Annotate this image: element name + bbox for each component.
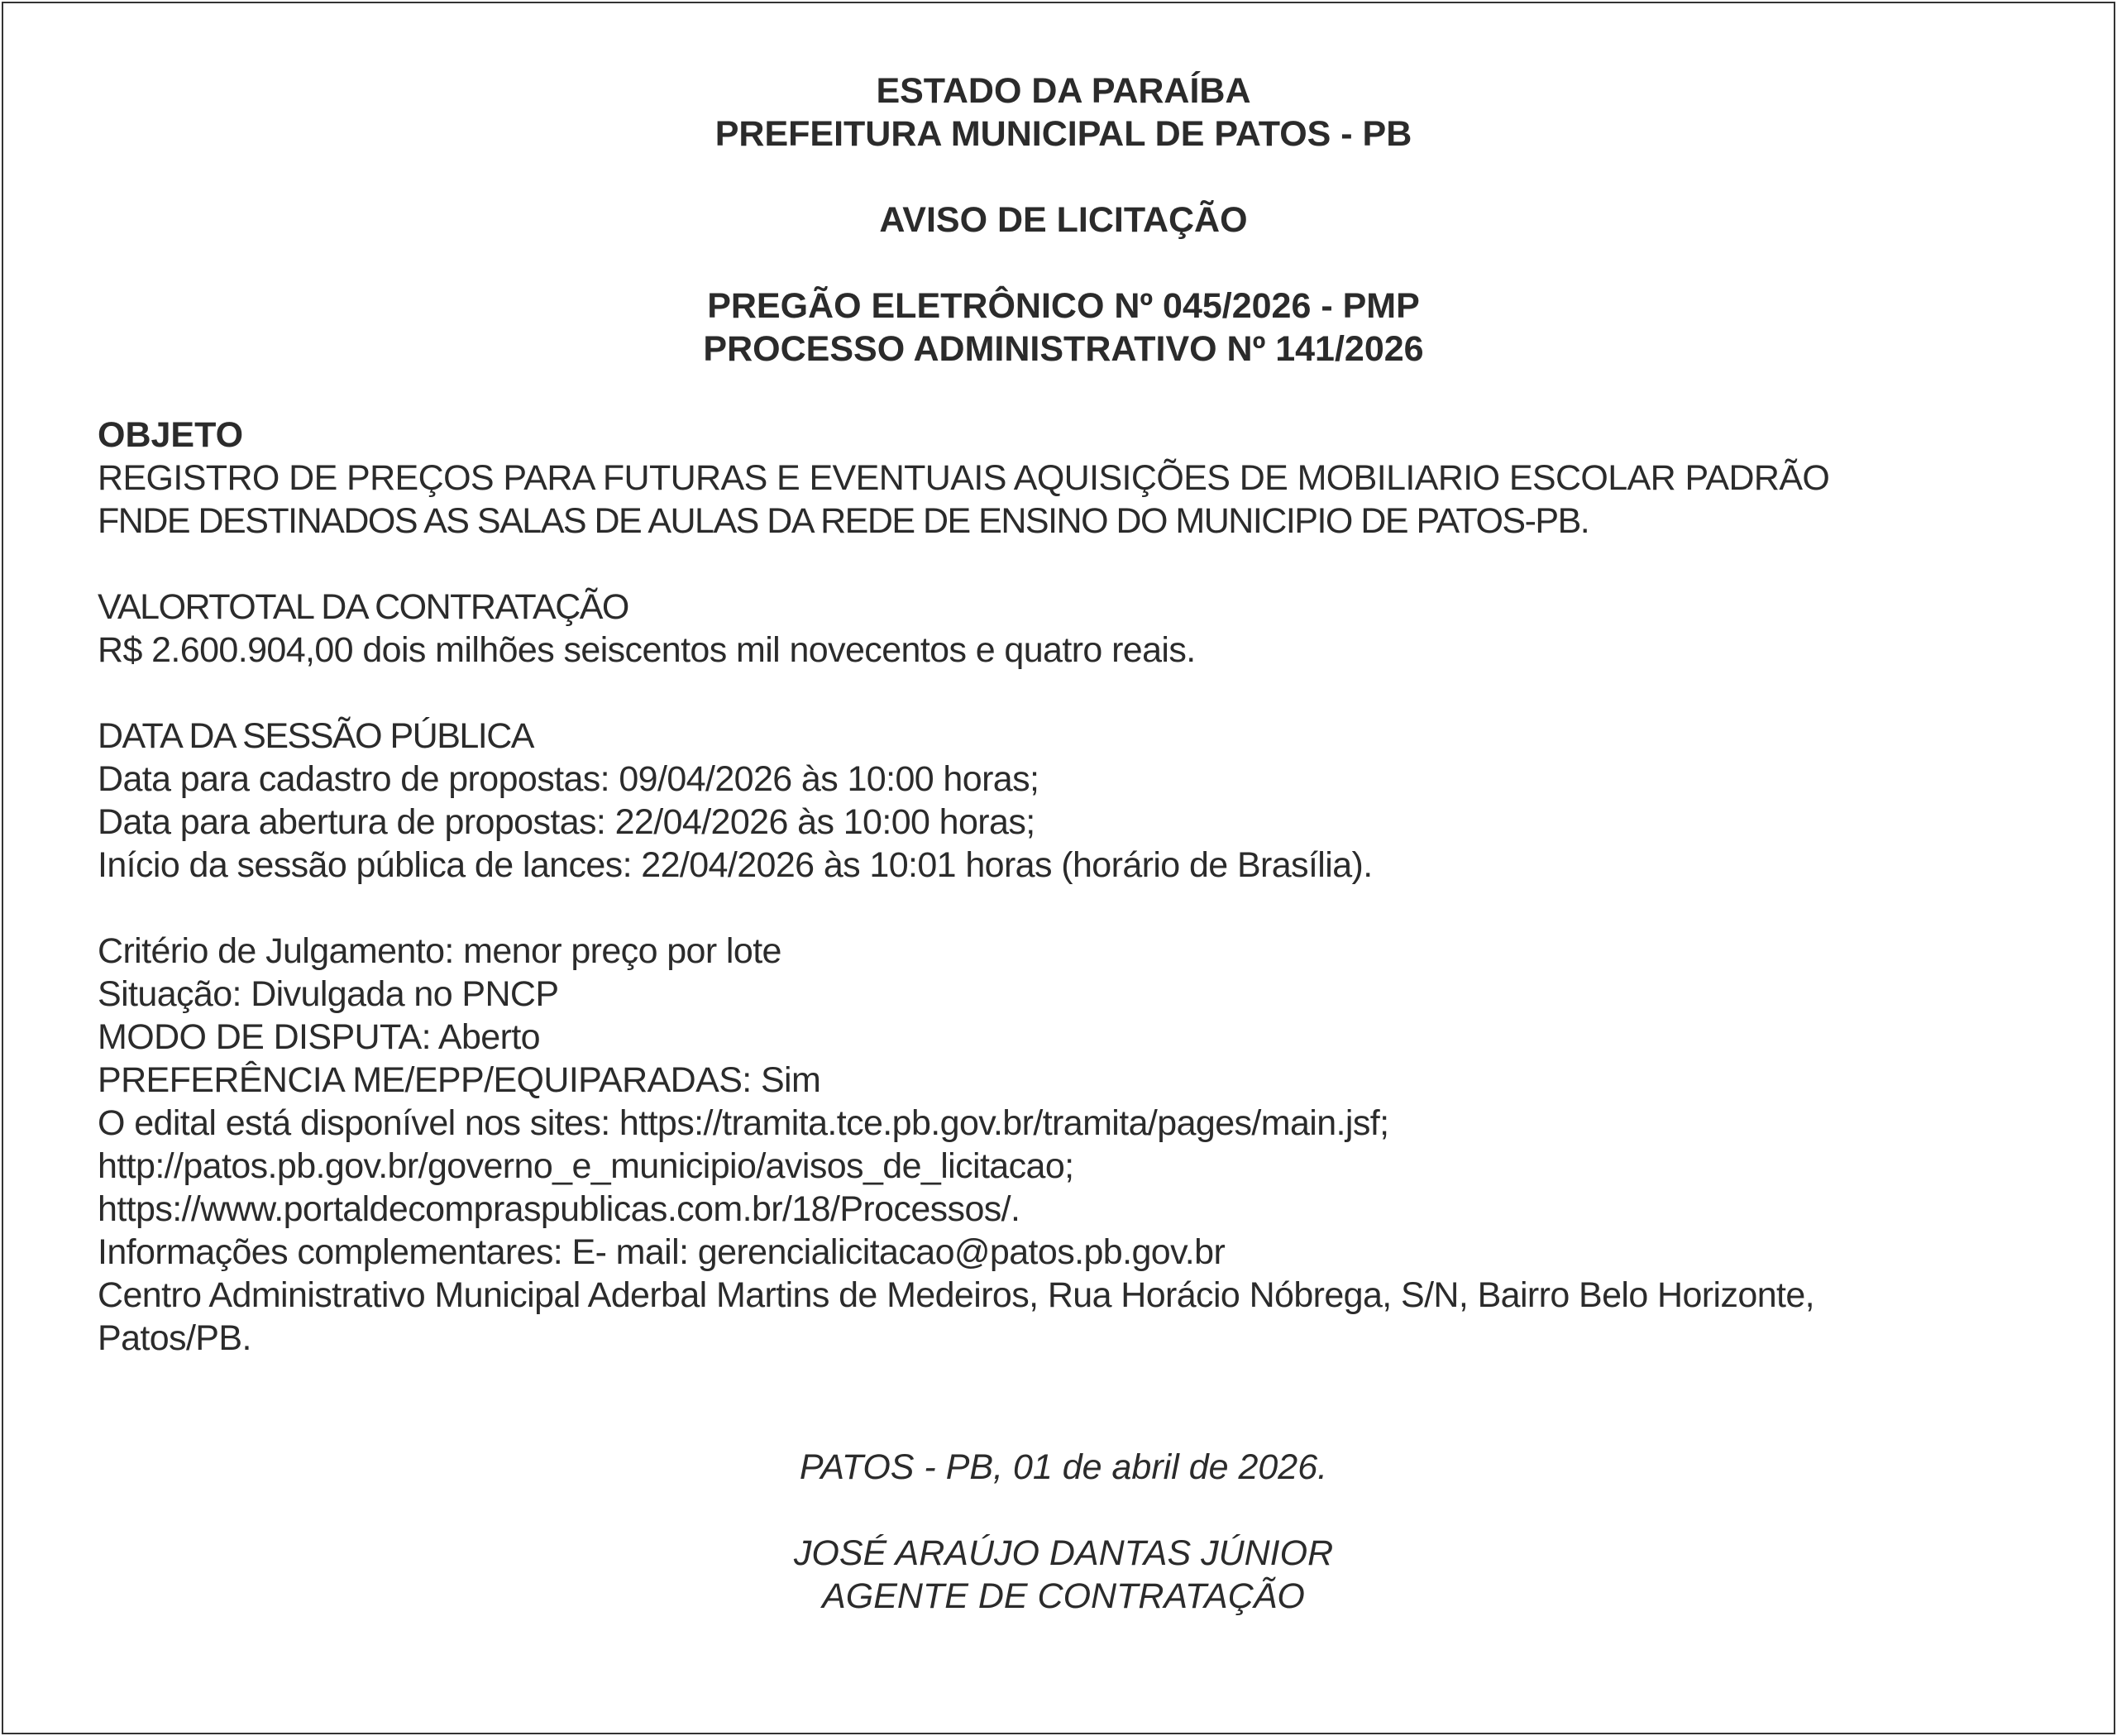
notice-content bbox=[98, 69, 2029, 1618]
process-number: PROCESSO ADMINISTRATIVO Nº 141/2026 bbox=[703, 329, 1424, 369]
spacer bbox=[98, 543, 2029, 586]
details-line: O edital está disponível nos sites: https://tramita.tce.pb.gov.br/tramita/pages/main.jsf; bbox=[98, 1103, 1389, 1143]
session-line: Data para abertura de propostas: 22/04/2026 às 10:00 horas; bbox=[98, 802, 1035, 842]
details-line: Informações complementares: E- mail: gerencialicitacao@patos.pb.gov.br bbox=[98, 1232, 1226, 1272]
details-line: Critério de Julgamento: menor preço por lote bbox=[98, 931, 781, 971]
session-heading: DATA DA SESSÃO PÚBLICA bbox=[98, 716, 533, 756]
spacer bbox=[98, 1403, 2029, 1446]
spacer bbox=[98, 155, 2029, 198]
object-heading: OBJETO bbox=[98, 415, 244, 455]
place-date: PATOS - PB, 01 de abril de 2026. bbox=[799, 1447, 1328, 1487]
notice-frame bbox=[2, 2, 2115, 1734]
spacer bbox=[98, 242, 2029, 285]
object-text-line: REGISTRO DE PREÇOS PARA FUTURAS E EVENTUAIS AQUISIÇÕES DE MOBILIARIO ESCOLAR PADRÃO bbox=[98, 458, 1830, 498]
prefecture-heading: PREFEITURA MUNICIPAL DE PATOS - PB bbox=[714, 114, 1412, 154]
details-line: https://www.portaldecompraspublicas.com.br/18/Processos/. bbox=[98, 1189, 1020, 1229]
spacer bbox=[98, 1489, 2029, 1532]
state-heading: ESTADO DA PARAÍBA bbox=[876, 71, 1251, 111]
details-line: Patos/PB. bbox=[98, 1318, 251, 1358]
object-text-line: FNDE DESTINADOS AS SALAS DE AULAS DA REDE DE ENSINO DO MUNICIPIO DE PATOS-PB. bbox=[98, 501, 1589, 541]
details-line: http://patos.pb.gov.br/governo_e_municipio/avisos_de_licitacao; bbox=[98, 1146, 1074, 1186]
value-text: R$ 2.600.904,00 dois milhões seiscentos mil novecentos e quatro reais. bbox=[98, 630, 1196, 670]
spacer bbox=[98, 887, 2029, 930]
details-line: Centro Administrativo Municipal Aderbal Martins de Medeiros, Rua Horácio Nóbrega, S/N, Bairro Belo Horizonte, bbox=[98, 1275, 1815, 1315]
spacer bbox=[98, 672, 2029, 715]
spacer bbox=[98, 1360, 2029, 1403]
spacer bbox=[98, 371, 2029, 414]
details-line: Situação: Divulgada no PNCP bbox=[98, 974, 559, 1014]
session-line: Início da sessão pública de lances: 22/04/2026 às 10:01 horas (horário de Brasília). bbox=[98, 845, 1373, 885]
signer-name: JOSÉ ARAÚJO DANTAS JÚNIOR bbox=[793, 1533, 1334, 1573]
signer-role: AGENTE DE CONTRATAÇÃO bbox=[822, 1576, 1305, 1616]
value-heading: VALORTOTAL DA CONTRATAÇÃO bbox=[98, 587, 628, 627]
auction-number: PREGÃO ELETRÔNICO Nº 045/2026 - PMP bbox=[707, 286, 1420, 326]
details-line: MODO DE DISPUTA: Aberto bbox=[98, 1017, 540, 1057]
details-line: PREFERÊNCIA ME/EPP/EQUIPARADAS: Sim bbox=[98, 1060, 821, 1100]
notice-title: AVISO DE LICITAÇÃO bbox=[879, 200, 1248, 240]
session-line: Data para cadastro de propostas: 09/04/2026 às 10:00 horas; bbox=[98, 759, 1039, 799]
